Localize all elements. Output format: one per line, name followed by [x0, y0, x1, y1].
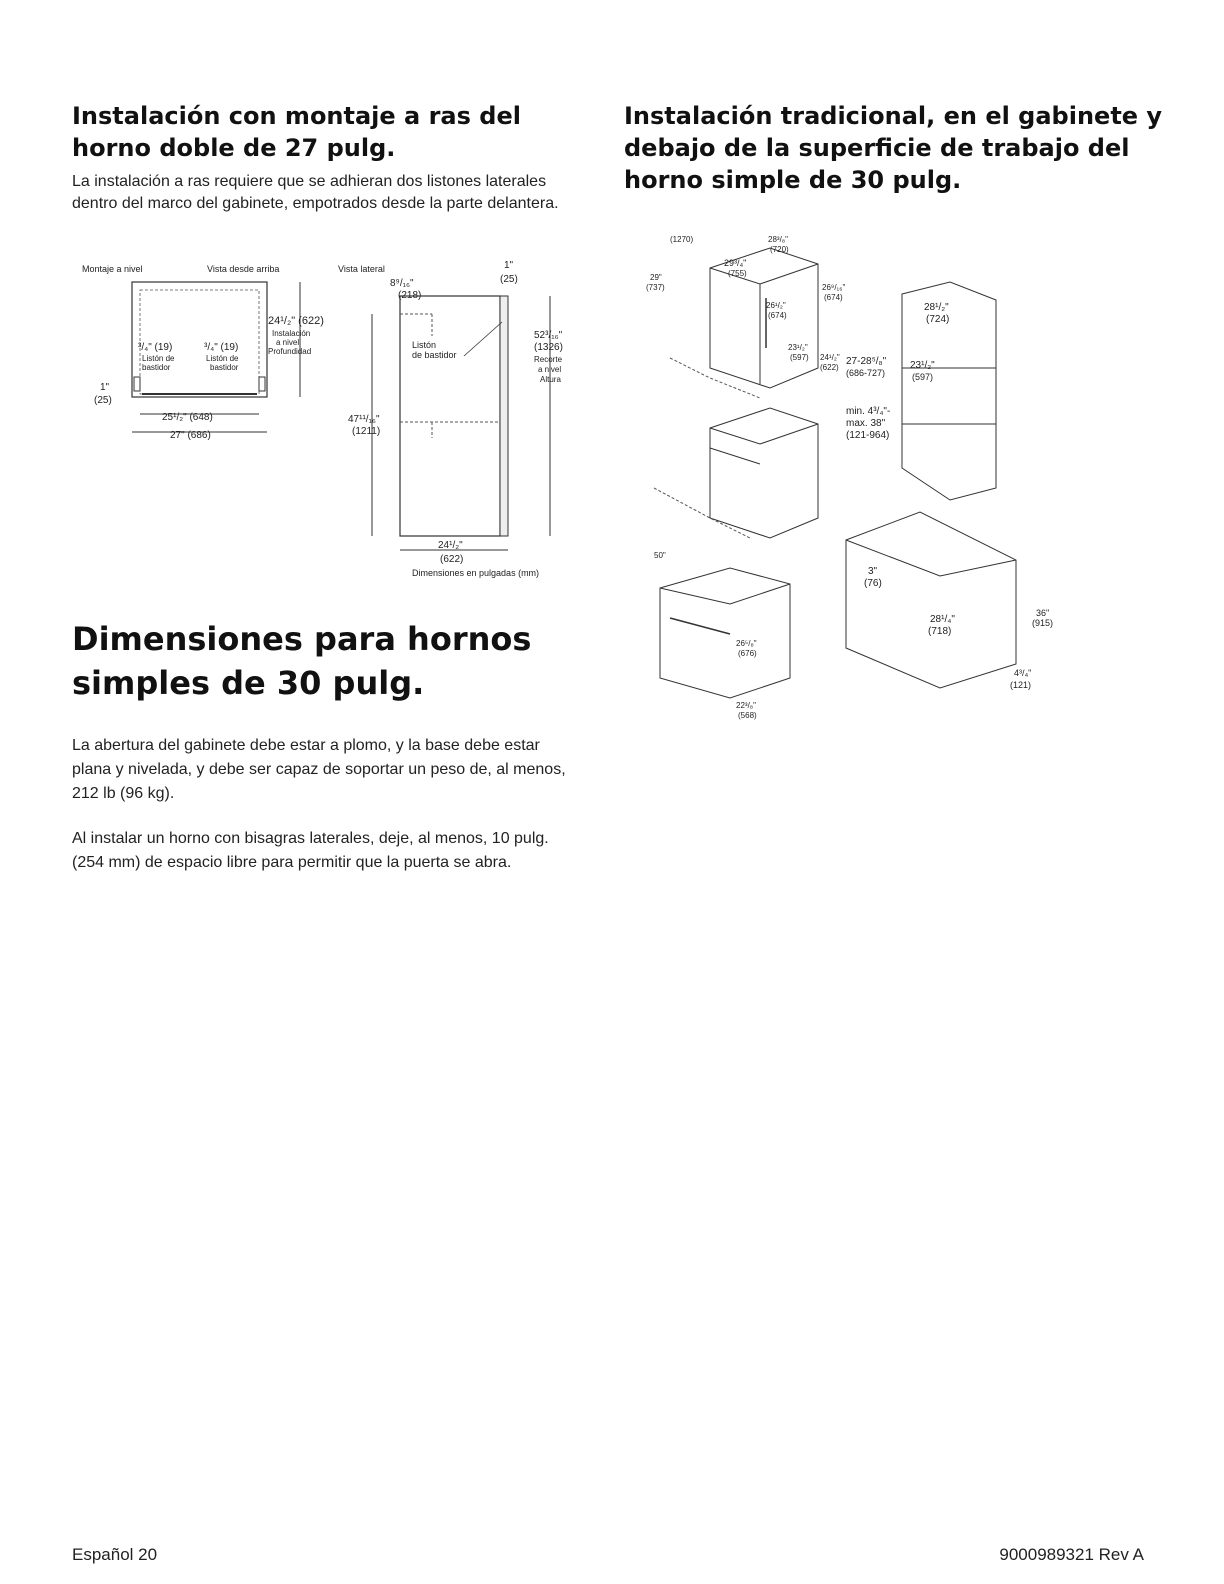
side-strip [500, 296, 508, 536]
side-right-top: 1" [504, 260, 514, 271]
svg-text:(718): (718) [928, 626, 952, 637]
strip-dim-right: ³/₄" (19) [204, 342, 239, 353]
svg-text:(674): (674) [824, 293, 843, 302]
page-number: Español 20 [72, 1545, 158, 1564]
traditional-install-heading: Instalación tradicional, en el gabinete y debajo de la superficie de trabajo del horno simple de 30 pulg. [624, 102, 1163, 194]
oven-diagram-2 [654, 408, 818, 538]
side-top-mm: (218) [398, 290, 422, 301]
svg-text:(121-964): (121-964) [846, 430, 890, 441]
svg-text:(720): (720) [770, 245, 789, 254]
flush-mount-diagram [72, 252, 592, 592]
cutout-h: 52³/₁₆" [534, 330, 563, 341]
strip-label-left-2: bastidor [142, 363, 171, 372]
label-top-view: Vista desde arriba [207, 264, 280, 274]
undercounter-diagram [846, 512, 1053, 690]
strip-label-right-1: Listón de [206, 354, 239, 363]
tall-cabinet-diagram [846, 282, 996, 500]
strip-label-left-1: Listón de [142, 354, 175, 363]
svg-text:(568): (568) [738, 711, 757, 720]
single-oven-dimensions-heading: Dimensiones para hornos simples de 30 pulg. [72, 620, 532, 702]
svg-text:(597): (597) [912, 372, 934, 382]
svg-text:24¹/₂": 24¹/₂" [820, 353, 840, 362]
cutout-note-3: Altura [540, 375, 561, 384]
svg-text:max. 38": max. 38" [846, 418, 886, 429]
svg-text:3": 3" [868, 566, 878, 577]
lower-h-mm: (1211) [352, 426, 381, 437]
front-dim-mm: (25) [94, 395, 112, 406]
cutout-note-1: Recorte [534, 355, 563, 364]
flush-install-heading: Instalación con montaje a ras del horno doble de 27 pulg. [72, 102, 521, 162]
inner-width: 25¹/₂" (648) [162, 412, 213, 423]
svg-text:(676): (676) [738, 649, 757, 658]
svg-text:29": 29" [650, 273, 662, 282]
svg-text:min. 4³/₄"-: min. 4³/₄"- [846, 406, 891, 417]
side-depth: 24¹/₂" [438, 540, 463, 551]
svg-text:(76): (76) [864, 578, 882, 589]
side-liston-1: Listón [412, 340, 437, 350]
svg-text:(597): (597) [790, 353, 809, 362]
svg-text:(915): (915) [1032, 618, 1054, 628]
svg-text:(737): (737) [646, 283, 665, 292]
front-dim: 1" [100, 382, 110, 393]
svg-text:(674): (674) [768, 311, 787, 320]
svg-text:4³/₄": 4³/₄" [1014, 668, 1032, 678]
cabinet-top-outline [132, 282, 267, 397]
strip-left [134, 377, 140, 391]
strip-dim-left: ³/₄" (19) [138, 342, 173, 353]
flush-install-intro: La instalación a ras requiere que se adhieran dos listones laterales dentro del marco del gabinete, empotrados desde la parte delantera. [72, 173, 559, 212]
svg-text:(121): (121) [1010, 680, 1032, 690]
side-top-dim: 8⁹/₁₆" [390, 278, 414, 289]
svg-text:23¹/₂": 23¹/₂" [910, 360, 935, 371]
svg-text:(686-727): (686-727) [846, 368, 886, 378]
svg-text:(724): (724) [926, 314, 950, 325]
svg-text:36": 36" [1036, 608, 1050, 618]
side-depth-mm: (622) [440, 554, 464, 565]
svg-text:26¹/₂": 26¹/₂" [766, 301, 786, 310]
cutout-h-mm: (1326) [534, 342, 563, 353]
depth-note-3: Profundidad [268, 347, 312, 356]
label-flush-mount: Montaje a nivel [82, 264, 143, 274]
svg-text:26⁵/₈": 26⁵/₈" [736, 639, 757, 648]
side-liston-2: de bastidor [412, 350, 457, 360]
side-right-top-mm: (25) [500, 274, 518, 285]
units-note: Dimensiones en pulgadas (mm) [412, 568, 540, 578]
lower-h: 47¹¹/₁₆" [348, 414, 380, 425]
svg-text:(755): (755) [728, 269, 747, 278]
svg-text:28³/₈": 28³/₈" [768, 235, 788, 244]
svg-text:50": 50" [654, 551, 666, 560]
depth-dim: 24¹/₂" (622) [268, 315, 324, 327]
strip-right [259, 377, 265, 391]
para-side-hinge: Al instalar un horno con bisagras laterales, deje, al menos, 10 pulg. (254 mm) de espacio libre para permitir que la puerta se abra. [72, 830, 549, 871]
svg-text:22³/₈": 22³/₈" [736, 701, 756, 710]
svg-text:26⁹/₁₆": 26⁹/₁₆" [822, 283, 846, 292]
oven-diagram-1 [646, 235, 845, 398]
depth-note-1: Instalación [272, 329, 311, 338]
svg-text:(622): (622) [820, 363, 839, 372]
para-cabinet-opening: La abertura del gabinete debe estar a plomo, y la base debe estar plana y nivelada, y debe ser capaz de soportar un peso de, al menos, 212 lb (96 kg). [72, 737, 566, 802]
svg-text:28¹/₄": 28¹/₄" [930, 614, 955, 625]
traditional-install-diagrams [640, 228, 1060, 738]
svg-text:23¹/₂": 23¹/₂" [788, 343, 808, 352]
svg-text:27-28⁵/₈": 27-28⁵/₈" [846, 356, 887, 367]
svg-text:29³/₄": 29³/₄" [724, 258, 747, 268]
strip-label-right-2: bastidor [210, 363, 239, 372]
outer-width: 27" (686) [170, 430, 211, 441]
label-side-view: Vista lateral [338, 264, 385, 274]
cabinet-side-outline [400, 296, 500, 536]
oven-diagram-3 [654, 551, 790, 720]
depth-note-2: a nivel [276, 338, 300, 347]
svg-text:28¹/₂": 28¹/₂" [924, 302, 949, 313]
cutout-note-2: a nivel [538, 365, 562, 374]
svg-text:(1270): (1270) [670, 235, 694, 244]
document-number: 9000989321 Rev A [999, 1545, 1144, 1564]
